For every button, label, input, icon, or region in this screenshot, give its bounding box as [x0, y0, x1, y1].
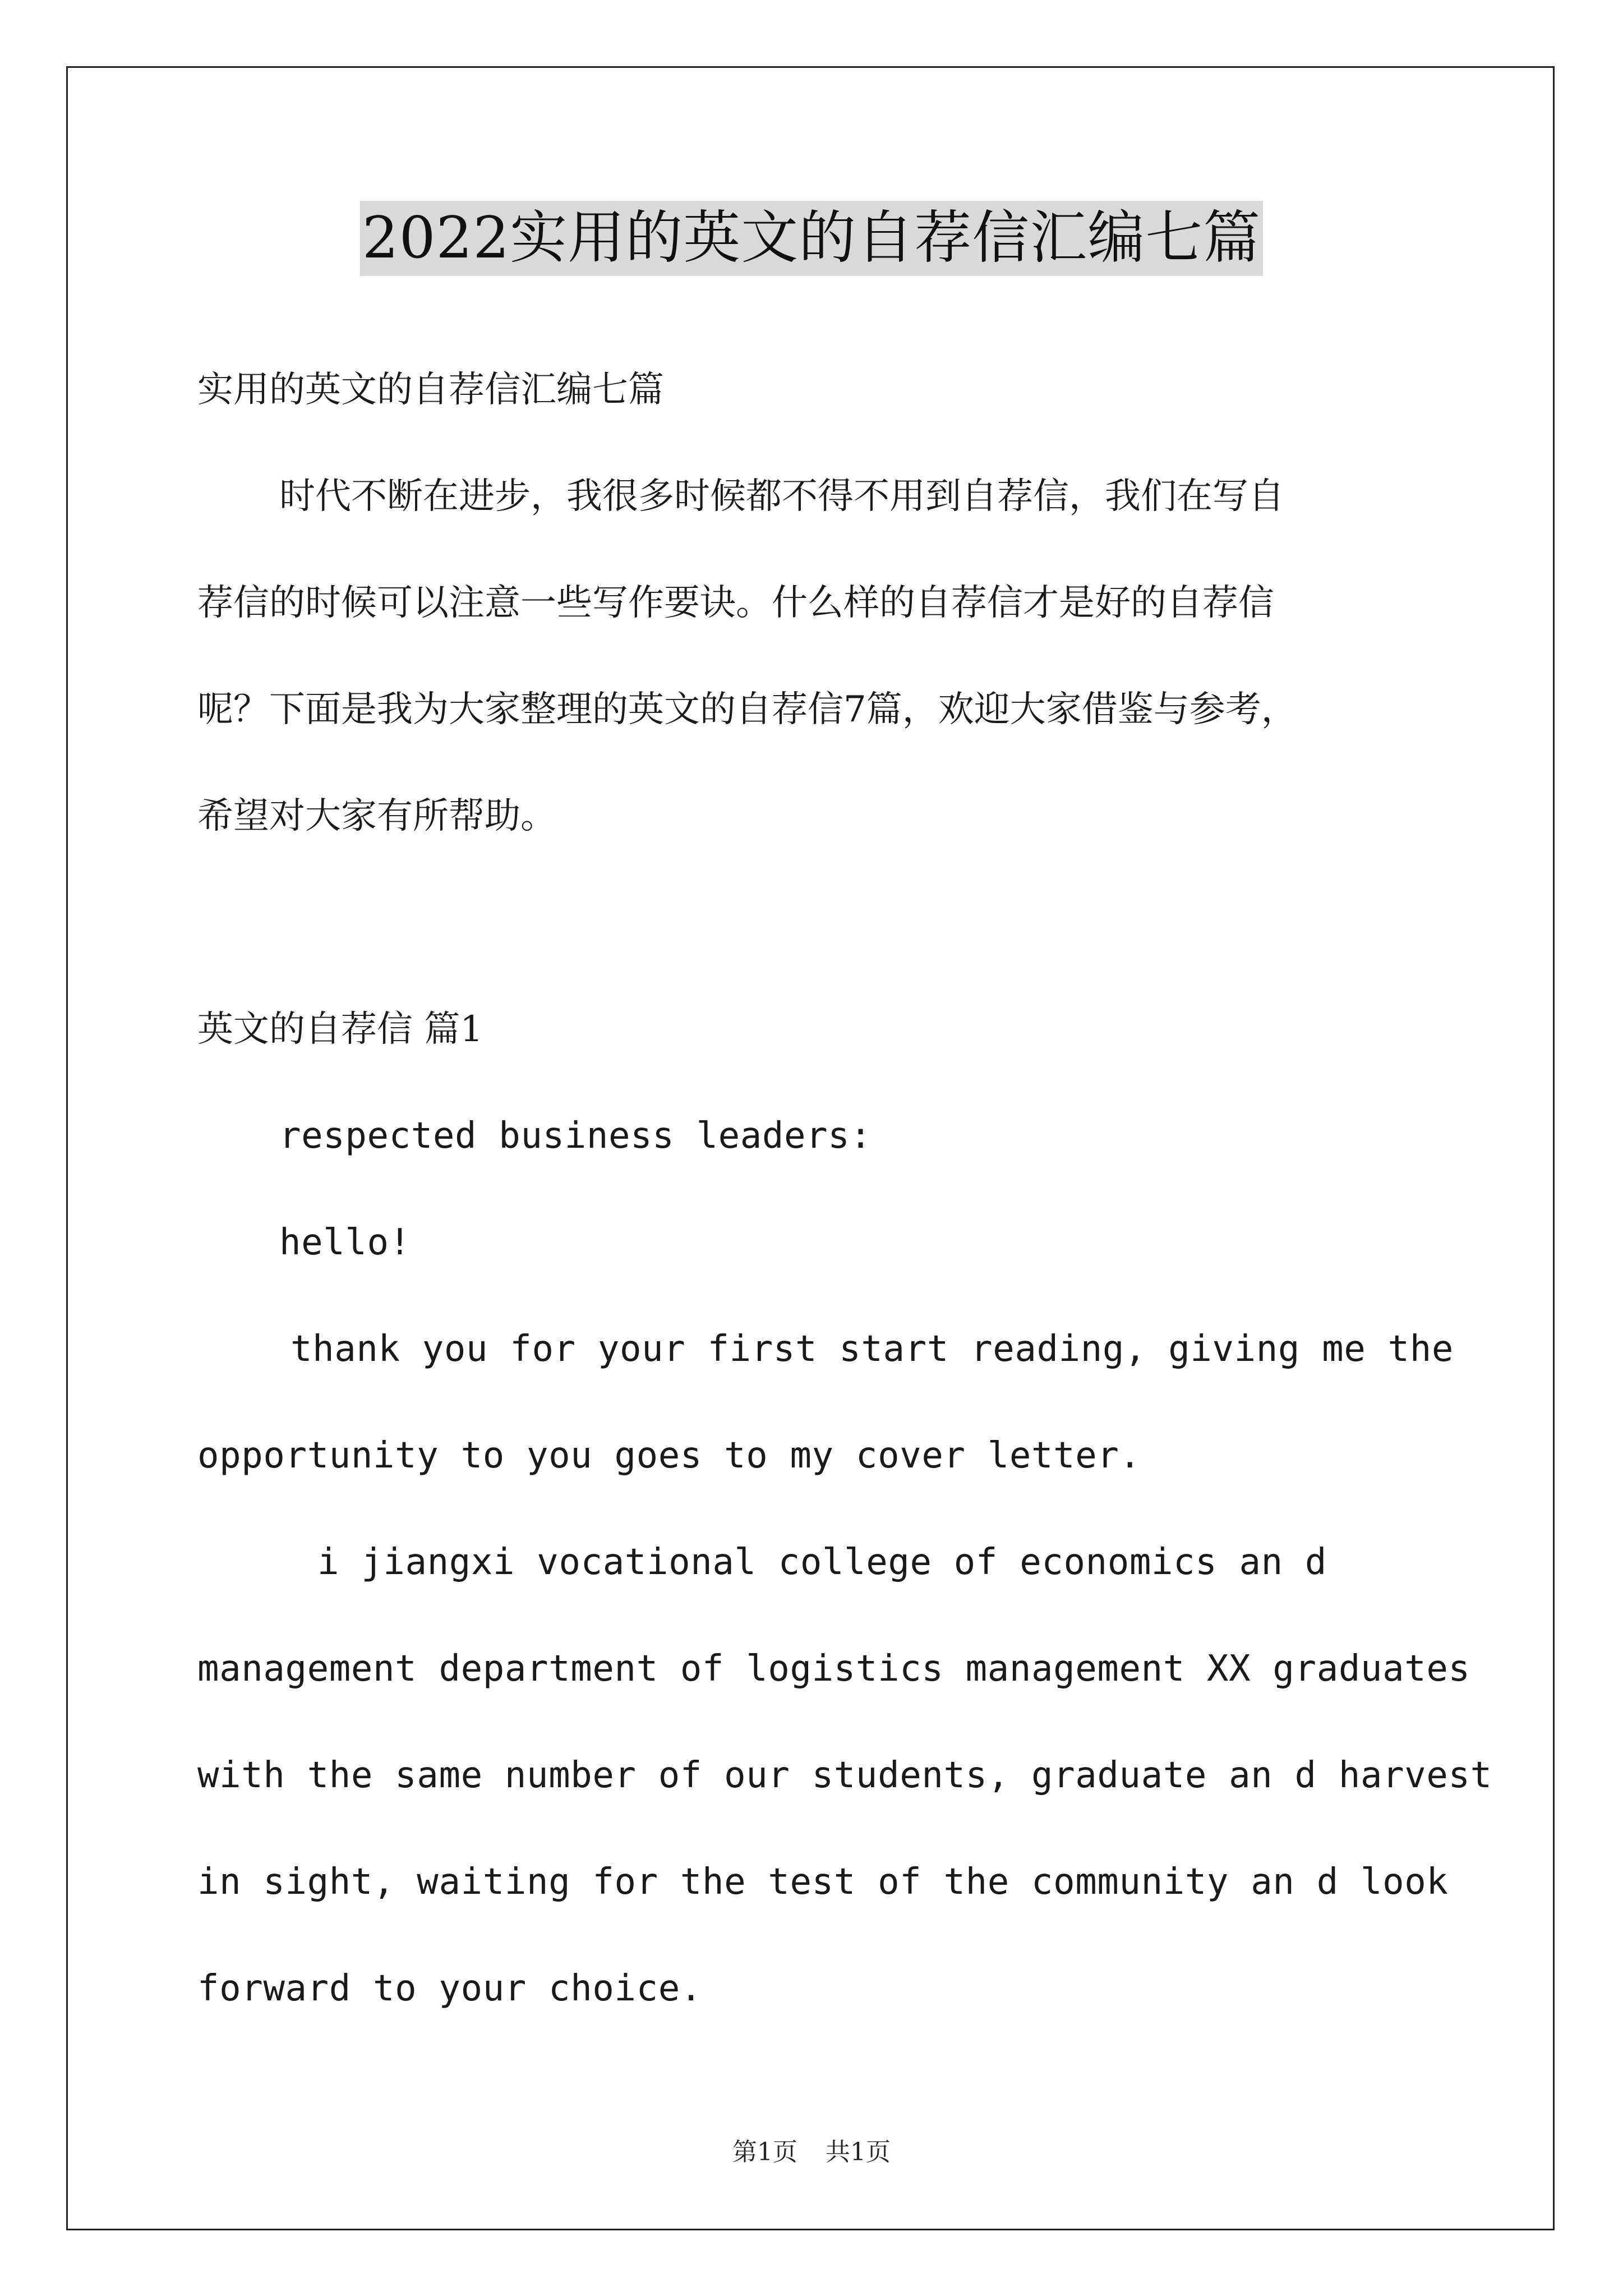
document-title: 2022实用的英文的自荐信汇编七篇: [360, 201, 1264, 276]
page-number: 第1页: [732, 2138, 797, 2166]
document-subtitle: 实用的英文的自荐信汇编七篇: [197, 369, 664, 411]
intro-line-3: 呢？下面是我为大家整理的英文的自荐信7篇，欢迎大家借鉴与参考，: [197, 689, 1297, 730]
intro-line-4: 希望对大家有所帮助。: [197, 795, 556, 837]
intro-line-2: 荐信的时候可以注意一些写作要诀。什么样的自荐信才是好的自荐信: [197, 582, 1274, 624]
letter-greeting: hello!: [279, 1222, 411, 1263]
para2-line-4: in sight, waiting for the test of the community an d look: [197, 1861, 1449, 1903]
para2-line-3: with the same number of our students, graduate an d harvest: [197, 1755, 1492, 1796]
para2-line-5: forward to your choice.: [197, 1968, 703, 2009]
spacer: [197, 869, 1433, 976]
page-total: 共1页: [826, 2138, 891, 2166]
para1-line-1: thank you for your first start reading, giving me the: [291, 1328, 1454, 1370]
title-container: [0, 201, 1623, 276]
section-heading: 英文的自荐信 篇1: [197, 1009, 483, 1050]
letter-salutation: respected business leaders:: [279, 1115, 872, 1157]
para2-line-1: i jiangxi vocational college of economics an d: [317, 1542, 1327, 1583]
para1-line-2: opportunity to you goes to my cover letter.: [197, 1435, 1141, 1476]
intro-line-1: 时代不断在进步，我很多时候都不得不用到自荐信，我们在写自: [279, 476, 1284, 517]
para2-line-2: management department of logistics management XX graduates: [197, 1648, 1470, 1690]
page-footer: [0, 2132, 1623, 2168]
document-body: [197, 337, 1492, 2042]
